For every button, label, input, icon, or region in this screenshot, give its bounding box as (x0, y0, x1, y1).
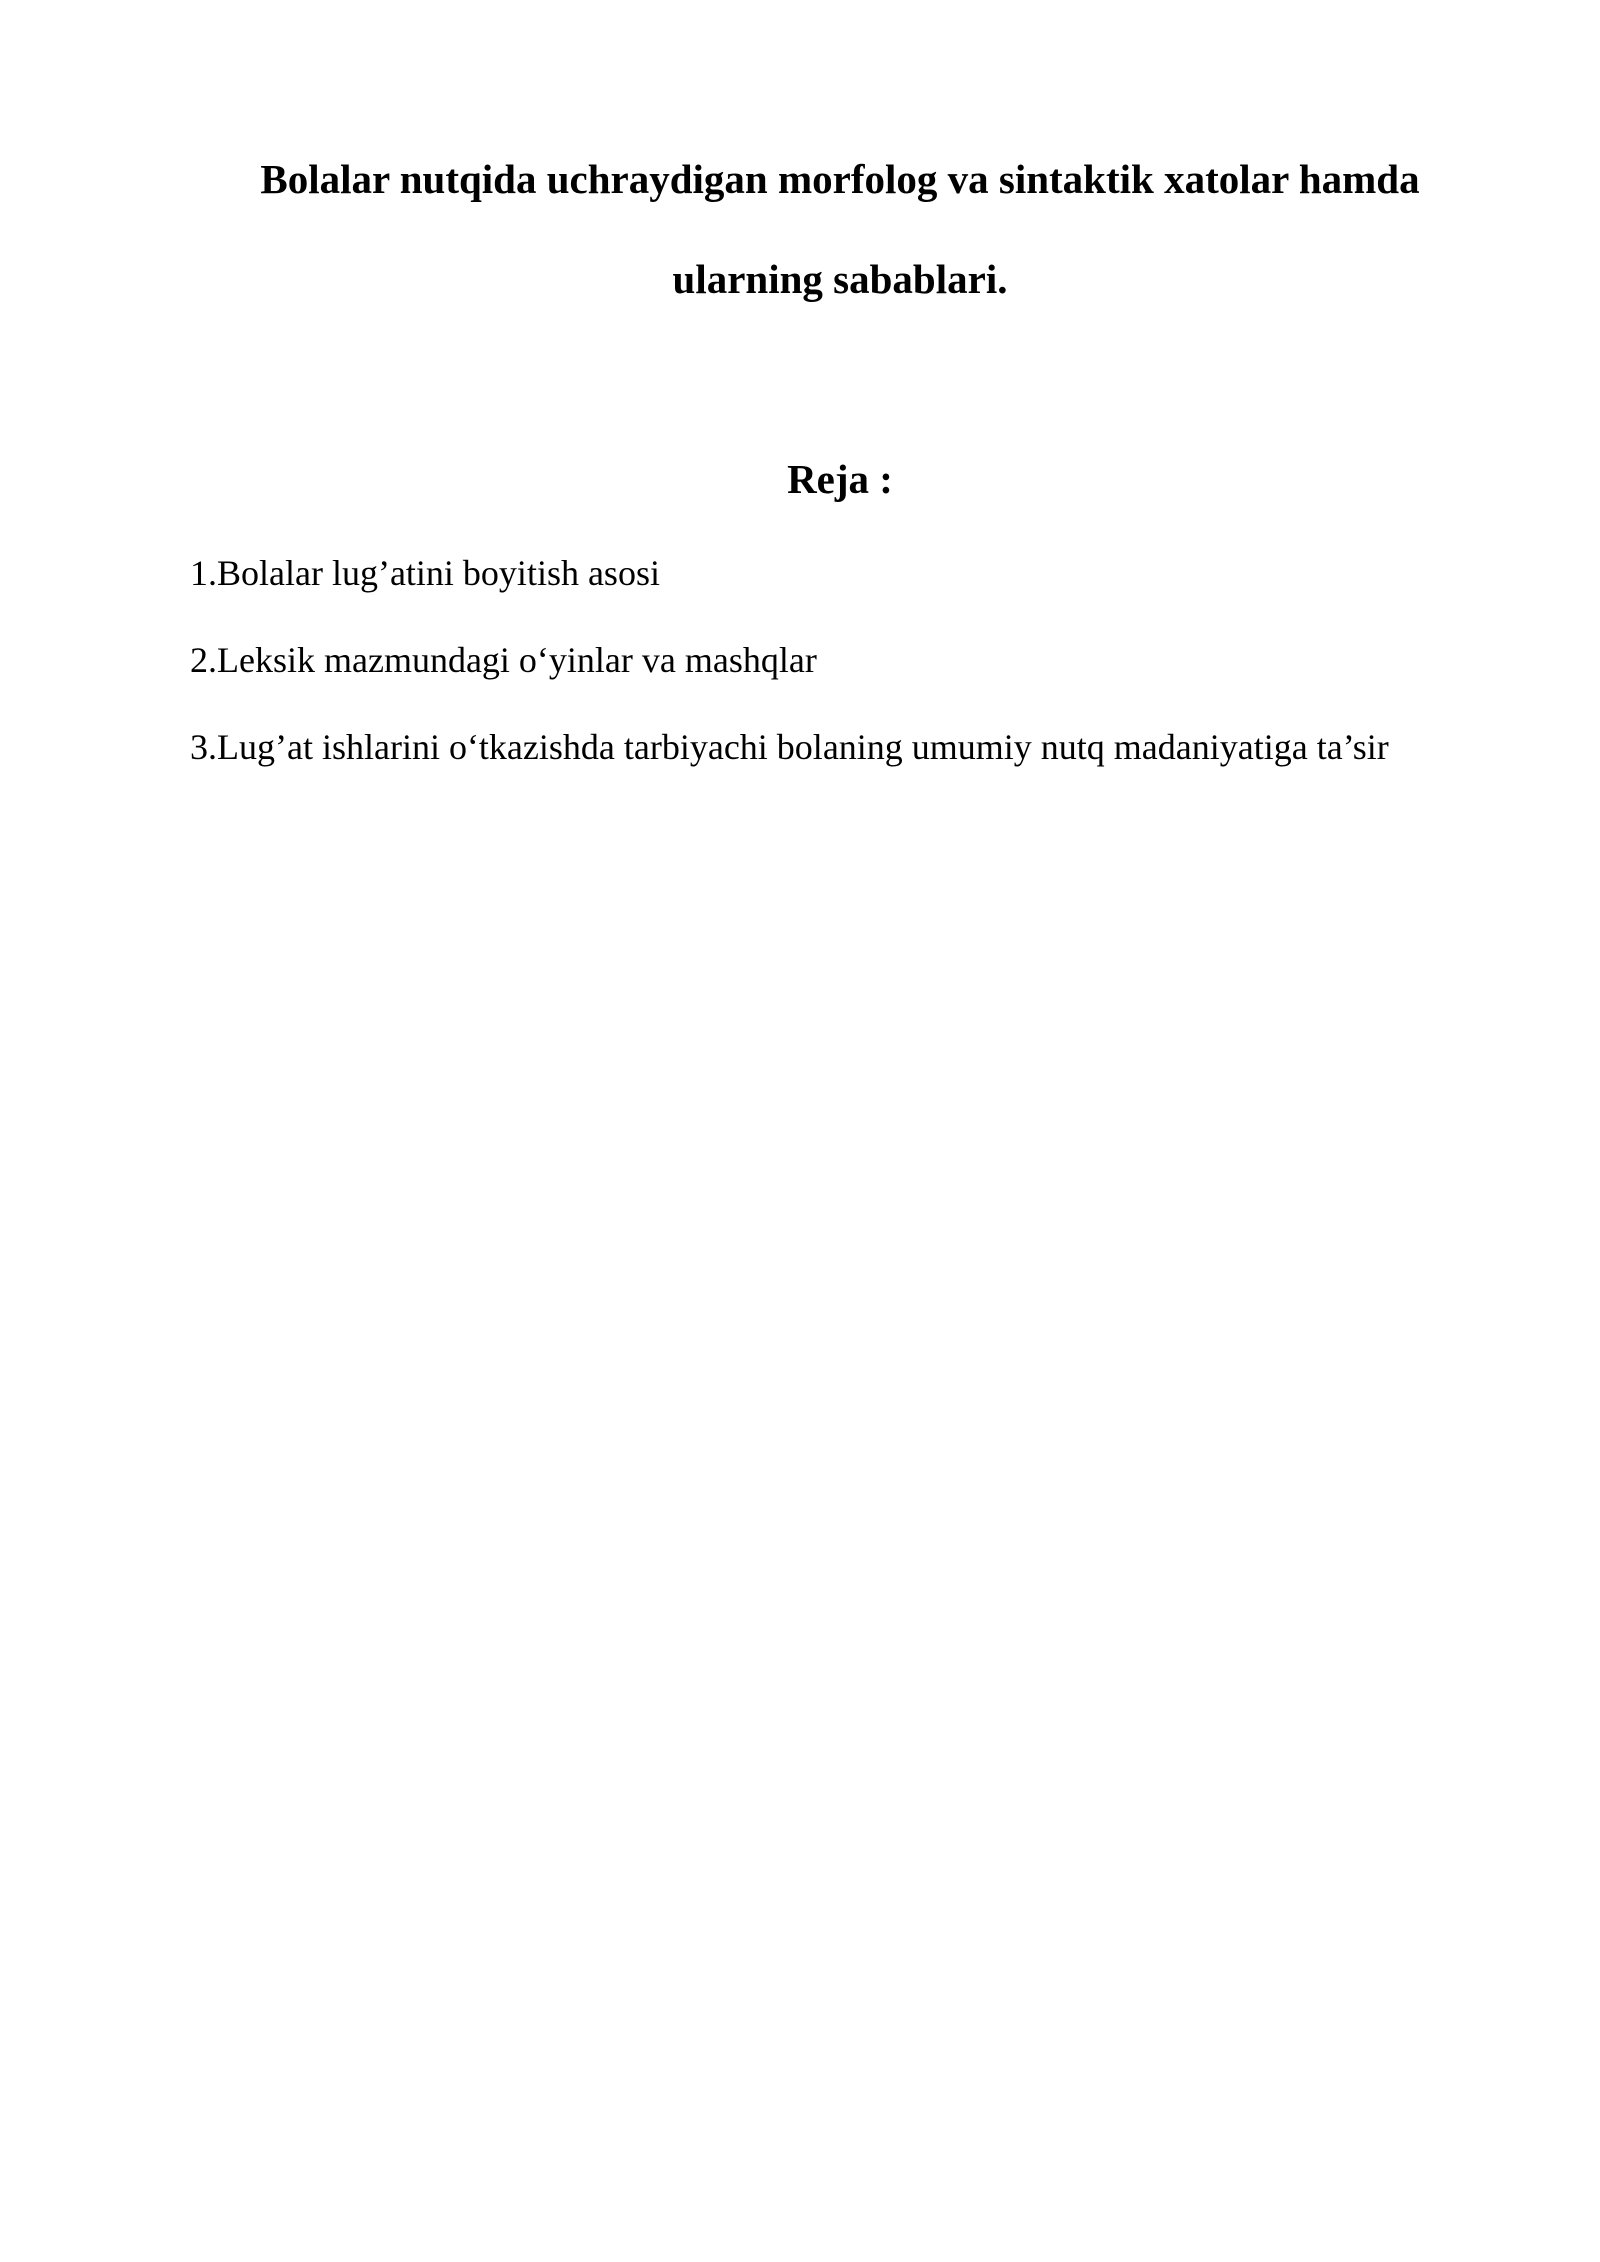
document-title-line-1: Bolalar nutqida uchraydigan morfolog va sintaktik xatolar hamda (260, 156, 1420, 202)
document-title-line-2: ularning sabablari. (672, 256, 1008, 302)
plan-item-1: 1.Bolalar lug’atini boyitish asosi (190, 553, 660, 593)
plan-heading: Reja : (787, 456, 893, 502)
plan-item-2: 2.Leksik mazmundagi o‘yinlar va mashqlar (190, 640, 817, 680)
plan-item-3: 3.Lug’at ishlarini o‘tkazishda tarbiyachi bolaning umumiy nutq madaniyatiga ta’sir (190, 727, 1389, 767)
